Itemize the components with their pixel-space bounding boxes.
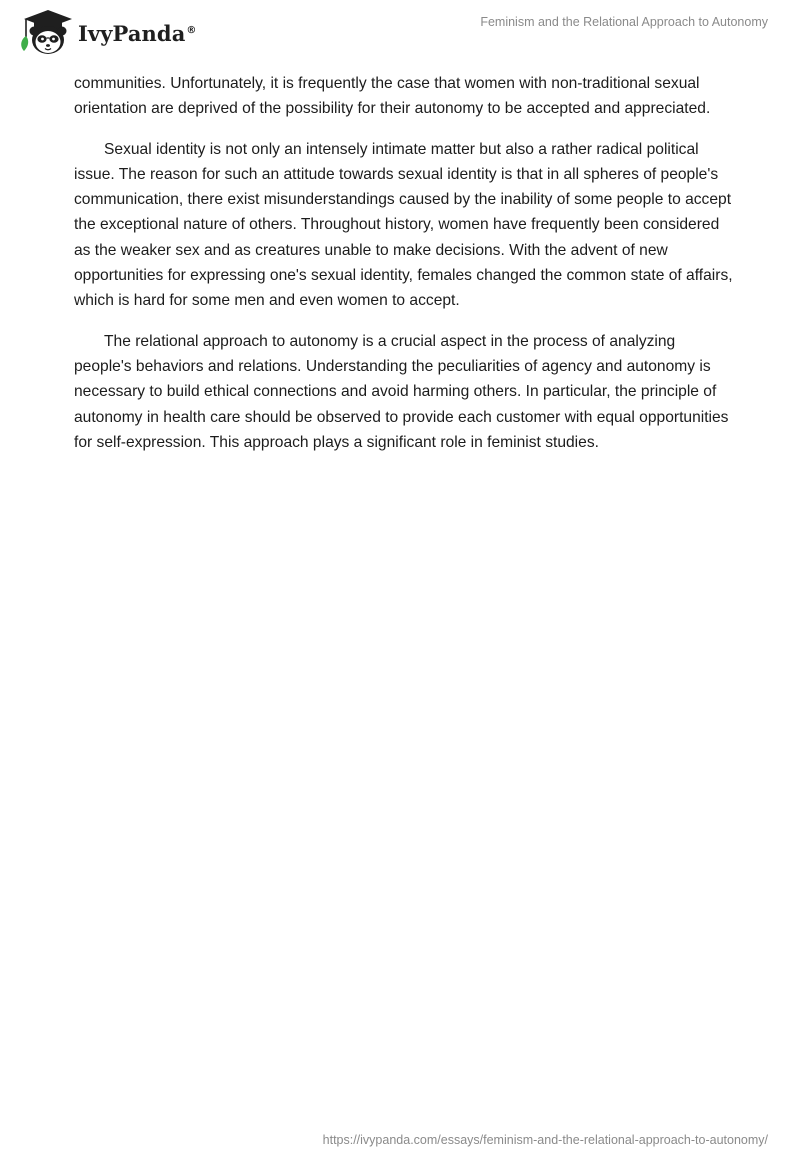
page-header <box>0 0 800 64</box>
paragraph-sexual-identity: Sexual identity is not only an intensely intimate matter but also a rather radical political issue. The reason for such an attitude towards sexual identity is that in all spheres of people's communication, there exist misunderstandings caused by the inability of some people to accept the exceptional nature of others. Throughout history, women have frequently been considered as the weaker sex and as creatures unable to make decisions. With the advent of new opportunities for expressing one's sexual identity, females changed the common state of affairs, which is hard for some men and even women to accept. <box>74 140 733 310</box>
registered-mark: ® <box>186 24 197 36</box>
paragraph-continuation: communities. Unfortunately, it is frequently the case that women with non-traditional sexual orientation are deprived of the possibility for their autonomy to be accepted and appreciated. <box>74 75 711 118</box>
document-title: Feminism and the Relational Approach to Autonomy <box>480 15 768 29</box>
ivypanda-logo[interactable] <box>14 7 197 57</box>
paragraph-relational-approach: The relational approach to autonomy is a crucial aspect in the process of analyzing people's behaviors and relations. Understanding the peculiarities of agency and autonomy is necessary to build ethical connections and avoid harming others. In particular, the principle of autonomy in health care should be observed to provide each customer with equal opportunities for self-expression. This approach plays a significant role in feminist studies. <box>74 332 729 451</box>
panda-graduate-icon <box>14 7 78 57</box>
logo-wordmark: IvyPanda® <box>78 20 197 46</box>
source-url[interactable]: https://ivypanda.com/essays/feminism-and-the-relational-approach-to-autonomy/ <box>322 1133 768 1147</box>
essay-body <box>74 71 734 470</box>
